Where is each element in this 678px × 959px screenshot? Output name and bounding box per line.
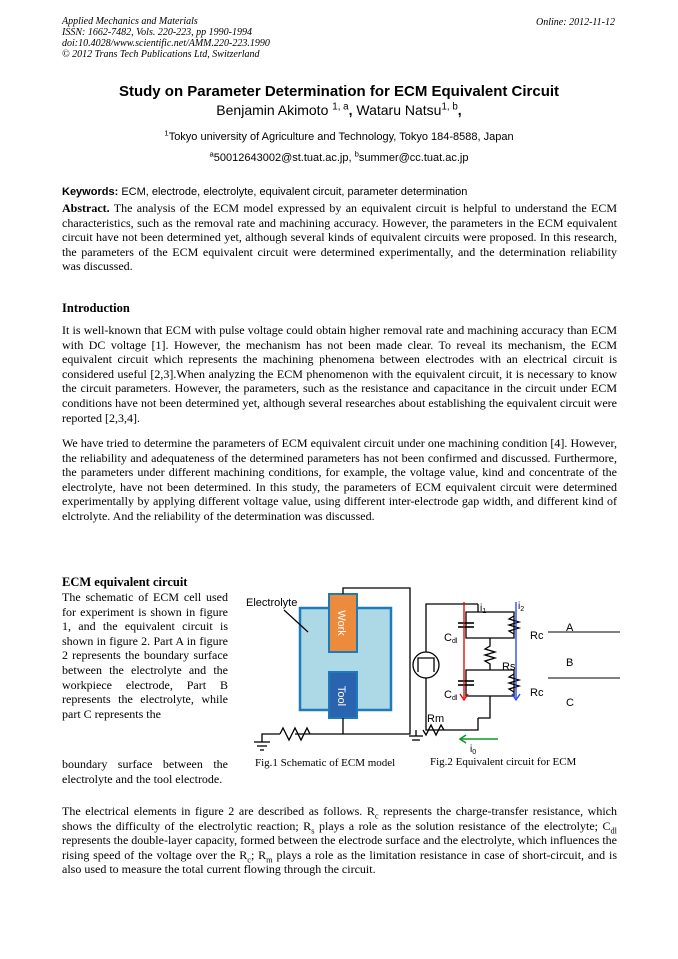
label-part-b: B bbox=[566, 657, 574, 669]
fig1-caption: Fig.1 Schematic of ECM model bbox=[255, 757, 396, 769]
author-1: Benjamin Akimoto bbox=[216, 102, 329, 118]
ground-wire bbox=[262, 734, 280, 742]
pulse-source bbox=[413, 652, 439, 678]
work-label: Work bbox=[335, 610, 347, 636]
affiliation bbox=[0, 128, 678, 143]
electrolyte-label: Electrolyte bbox=[246, 597, 298, 609]
journal-name: Applied Mechanics and Materials bbox=[62, 16, 198, 27]
fig2-caption: Fig.2 Equivalent circuit for ECM bbox=[430, 756, 577, 768]
ground-icon bbox=[254, 742, 270, 750]
author-end: , bbox=[457, 102, 462, 118]
ground-icon-2 bbox=[409, 730, 423, 740]
keywords bbox=[62, 186, 617, 198]
tool-label: Tool bbox=[335, 685, 347, 707]
intro-paragraph-1: It is well-known that ECM with pulse voltage could obtain higher removal rate and machining accuracy than ECM with DC voltage [1]. However, the mechanism has not been made clear. To reveal its mechanism, the ECM equivalent circuit which represents the machining phenomena between electrodes with an electrical circuit is considered useful [2,3].When analyzing the ECM phenomenon with the equivalent circuit, it is necessary to know the circuit parameters. However, the parameters, such as the resistance and capacitance in the circuit under ECM conditions have not been determined yet, although several researches about establishing the equivalent circuit were reported [2,3,4]. bbox=[62, 323, 617, 425]
paper-title: Study on Parameter Determination for ECM Equivalent Circuit bbox=[118, 83, 560, 100]
label-rm: Rm bbox=[427, 713, 445, 725]
fig1-schematic bbox=[240, 586, 420, 756]
abstract bbox=[62, 201, 617, 274]
label-rc-2: Rc bbox=[530, 687, 544, 699]
fig2-circuit bbox=[398, 590, 628, 760]
author-sep: , bbox=[348, 102, 357, 118]
email-b[interactable]: summer@cc.tuat.ac.jp bbox=[358, 152, 469, 164]
label-i0: $i_0$ bbox=[470, 744, 477, 756]
email-b-sup: b bbox=[354, 149, 359, 159]
intro-paragraph-2: We have tried to determine the parameters of ECM equivalent circuit under one machining condition [4]. However, the reliability and adequateness of the determined parameters has not been confirmed and discussed. Furthermore, the parameters under different machining conditions, for example, the voltage value, kind and concentrate of the electrolyte, have not been determined. In this study, the parameters of ECM equivalent circuit were determined experimentally by applying different voltage value, using different inter-electrode gap width, and different kind of elctrolyte. And the reliability of the determination was discussed. bbox=[62, 436, 617, 523]
label-part-a: A bbox=[566, 622, 574, 634]
keywords-label: Keywords: bbox=[62, 186, 119, 198]
ecm-cont-text: boundary surface between the electrolyte and the tool electrode. bbox=[62, 757, 228, 786]
ecm-heading: ECM equivalent circuit bbox=[62, 575, 188, 589]
affil-text: Tokyo university of Agriculture and Technology, Tokyo 184-8588, Japan bbox=[168, 131, 514, 143]
rs-resistor bbox=[485, 638, 495, 670]
keywords-text: ECM, electrode, electrolyte, equivalent circuit, parameter determination bbox=[121, 186, 468, 198]
doi-line: doi:10.4028/www.scientific.net/AMM.220-223.1990 bbox=[62, 38, 270, 49]
author-line bbox=[0, 102, 678, 118]
intro-heading: Introduction bbox=[62, 301, 130, 315]
block-c-out bbox=[478, 696, 490, 718]
label-cdl-1: Cdl bbox=[444, 632, 458, 645]
issn-line: ISSN: 1662-7482, Vols. 220-223, pp 1990-1994 bbox=[62, 27, 252, 38]
online-date: Online: 2012-11-12 bbox=[536, 17, 615, 28]
email-a-sup: a bbox=[209, 149, 214, 159]
email-a[interactable]: 50012643002@st.tuat.ac.jp, bbox=[213, 152, 355, 164]
author-2-sup: 1, b bbox=[441, 101, 458, 113]
copyright-line: © 2012 Trans Tech Publications Ltd, Switzerland bbox=[62, 49, 260, 60]
label-part-c: C bbox=[566, 697, 574, 709]
abstract-label: Abstract. bbox=[62, 201, 110, 215]
ecm-side-text: The schematic of ECM cell used for experiment is shown in figure 1, and the equivalent circuit is shown in figure 2. Part A in figure 2 represents the boundary surface between the electrolyte and the workpiece electrode, Part B represents the electrolyte, while part C represents the bbox=[62, 590, 228, 721]
label-rs: Rs bbox=[502, 661, 516, 673]
email-line bbox=[0, 149, 678, 164]
author-1-sup: 1, a bbox=[332, 101, 349, 113]
label-cdl-2: Cdl bbox=[444, 689, 458, 702]
label-rc-1: Rc bbox=[530, 630, 544, 642]
label-i1: $i_1$ bbox=[480, 603, 487, 615]
author-2: Wataru Natsu bbox=[356, 102, 442, 118]
ecm-elements-paragraph: The electrical elements in figure 2 are described as follows. $R_c$ represents the charge-transfer resistance, which shows the difficulty of the electrolytic reaction; $R_s$ plays a role as the solution resistance of the electrolyte; $C_{dl}$ represents the double-layer capacity, formed between the electrode surface and the electrolyte, which influences the rising speed of the voltage over the $R_c$; $R_m$ plays a role as the limitation resistance in case of short-circuit, and is also used to measure the total current flowing through the circuit. bbox=[62, 804, 617, 877]
label-i2: $i_2$ bbox=[518, 601, 525, 613]
abstract-text: The analysis of the ECM model expressed by an equivalent circuit is helpful to understand the ECM characteristics, such as the removal rate and machining accuracy. However, the parameters in the ECM equivalent circuit have not been determined yet, although several kinds of equivalent circuits were proposed. In this research, the parameters of the ECM equivalent circuit were determined experimentally, and the determination reliability was discussed. bbox=[62, 201, 617, 274]
affil-sup: 1 bbox=[164, 128, 169, 138]
